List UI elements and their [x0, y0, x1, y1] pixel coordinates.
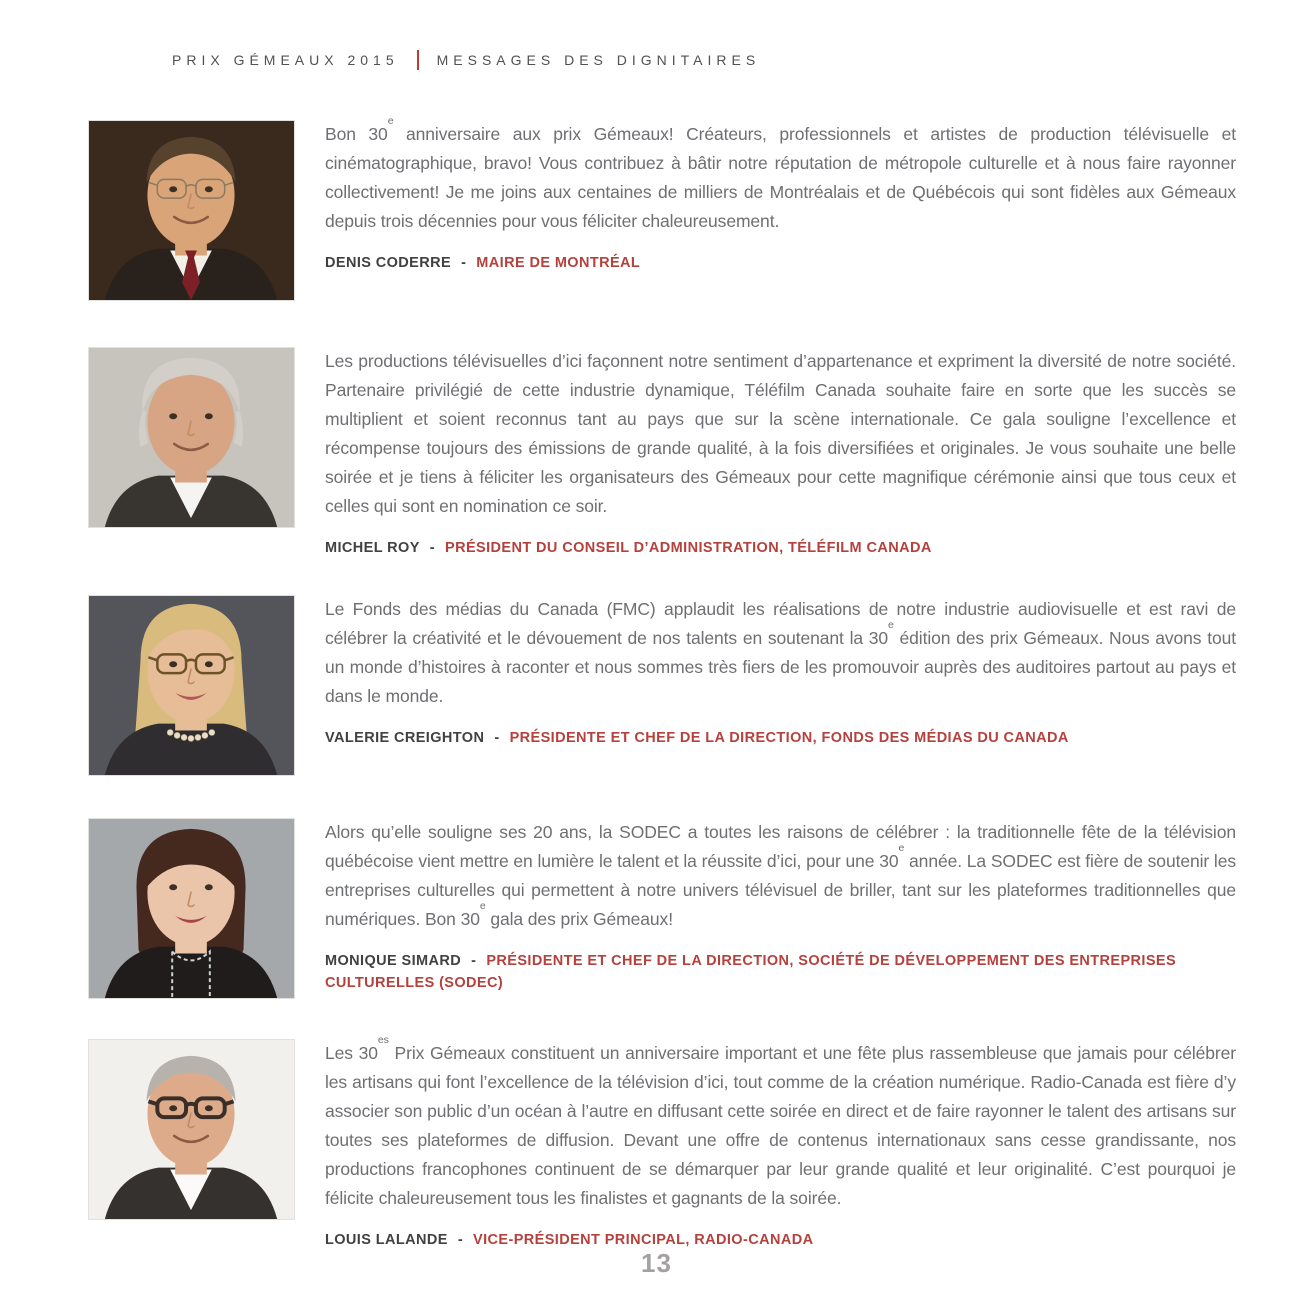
- dignitary-title: VICE-PRÉSIDENT PRINCIPAL, RADIO-CANADA: [473, 1232, 814, 1248]
- dignitary-messages-list: [88, 115, 1236, 1251]
- dignitary-name: LOUIS LALANDE: [325, 1232, 448, 1248]
- dignitary-title: PRÉSIDENT DU CONSEIL D’ADMINISTRATION, TÉLÉFILM CANADA: [445, 540, 932, 556]
- dignitary-title: PRÉSIDENTE ET CHEF DE LA DIRECTION, FONDS DES MÉDIAS DU CANADA: [509, 730, 1069, 746]
- dignitary-name: VALERIE CREIGHTON: [325, 730, 485, 746]
- portrait-photo-valerie-creighton: [88, 595, 295, 776]
- message-text: Les $30^{es}$ Prix Gémeaux constituent un anniversaire important et une fête plus rassembleuse que jamais pour célébrer les artisans qui font l’excellence de la télévision d’ici, tout comme de la création numérique. Radio-Canada est fière d’y associer son public d’un océan à l’autre en diffusant cette soirée en direct et de faire rayonner le talent des artisans sur toutes ses plateformes de diffusion. Devant une offre de contenus internationaux sans cesse grandissante, nos productions francophones continuent de se démarquer par leur grande qualité et leur originalité. C’est pourquoi je félicite chaleureusement tous les finalistes et gagnants de la soirée.: [325, 1034, 1236, 1208]
- message-content: [325, 1034, 1236, 1251]
- byline-dash: -: [457, 1232, 464, 1248]
- byline: [325, 727, 1236, 749]
- header-publication-title: PRIX GÉMEAUX 2015: [172, 52, 399, 68]
- message-text: Les productions télévisuelles d’ici façonnent notre sentiment d’appartenance et expriment la diversité de notre société. Partenaire privilégié de cette industrie dynamique, Téléfilm Canada souhaite faire en sorte que les succès se multiplient et soient reconnus tant au pays que sur la scène internationale. Ce gala souligne l’excellence et récompense toujours des émissions de grande qualité, à la fois diversifiées et originales. Je vous souhaite une belle soirée et je tiens à féliciter les organisateurs des Gémeaux pour cette magnifique cérémonie ainsi que tous ceux et celles qui sont en nomination ce soir.: [325, 351, 1236, 516]
- dignitary-message-row: [88, 1034, 1236, 1251]
- page-number: 13: [641, 1248, 672, 1278]
- dignitary-message-row: [88, 115, 1236, 301]
- header-section-title: MESSAGES DES DIGNITAIRES: [436, 52, 761, 68]
- message-text: Le Fonds des médias du Canada (FMC) applaudit les réalisations de notre industrie audiovisuelle et est ravi de célébrer la créativité et le dévouement de nos talents en soutenant la 30e édition des prix Gémeaux. Nous avons tout un monde d’histoires à raconter et nous sommes très fiers de les promouvoir auprès des auditoires partout au pays et dans le monde.: [325, 599, 1236, 706]
- byline-dash: -: [429, 540, 436, 556]
- dignitary-message-row: [88, 347, 1236, 559]
- byline: [325, 252, 1236, 274]
- byline-dash: -: [494, 730, 500, 746]
- dignitary-name: MONIQUE SIMARD: [325, 953, 462, 969]
- dignitary-name: MICHEL ROY: [325, 540, 420, 556]
- portrait-photo-denis-coderre: [88, 120, 295, 301]
- message-content: [325, 595, 1236, 749]
- dignitary-message-row: [88, 595, 1236, 776]
- page-header: [172, 50, 760, 70]
- byline: [325, 537, 1236, 559]
- byline-dash: -: [461, 255, 467, 271]
- dignitary-name: DENIS CODERRE: [325, 255, 452, 271]
- portrait-photo-monique-simard: [88, 818, 295, 999]
- portrait-photo-michel-roy: [88, 347, 295, 528]
- message-content: [325, 115, 1236, 274]
- message-content: [325, 818, 1236, 994]
- dignitary-message-row: [88, 818, 1236, 999]
- message-content: [325, 347, 1236, 559]
- byline: [325, 950, 1236, 994]
- dignitary-title: MAIRE DE MONTRÉAL: [476, 255, 641, 271]
- dignitary-title: PRÉSIDENTE ET CHEF DE LA DIRECTION, SOCIÉTÉ DE DÉVELOPPEMENT DES ENTREPRISES CULTURELLES (SODEC): [325, 953, 1177, 991]
- message-text: Alors qu’elle souligne ses 20 ans, la SODEC a toutes les raisons de célébrer : la traditionnelle fête de la télévision québécoise vient mettre en lumière le talent et la réussite d’ici, pour une 30e année. La SODEC est fière de soutenir les entreprises culturelles qui permettent à notre univers télévisuel de briller, tant sur les plateformes traditionnelles que numériques. Bon 30e gala des prix Gémeaux!: [325, 822, 1236, 929]
- portrait-photo-louis-lalande: [88, 1039, 295, 1220]
- message-text: Bon 30e anniversaire aux prix Gémeaux! Créateurs, professionnels et artistes de production télévisuelle et cinématographique, bravo! Vous contribuez à bâtir notre réputation de métropole culturelle et à nous faire rayonner collectivement! Je me joins aux centaines de milliers de Montréalais et de Québécois qui sont fidèles aux Gémeaux depuis trois décennies pour vous féliciter chaleureusement.: [325, 115, 1236, 231]
- header-divider: [417, 50, 419, 70]
- byline-dash: -: [471, 953, 477, 969]
